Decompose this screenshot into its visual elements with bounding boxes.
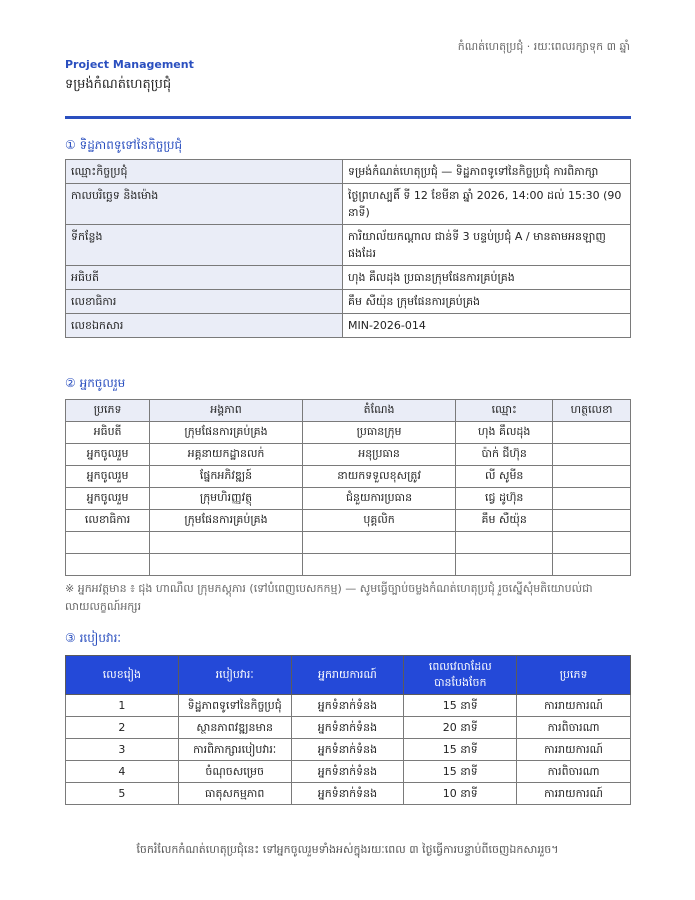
agenda-reporter-cell: អ្នកទំនាក់ទំនង [291,761,404,783]
overview-value: ទម្រង់កំណត់ហេតុប្រជុំ — ទិដ្ឋភាពទូទៅនៃកិច្ចប្រជុំ ការពិភាក្សា [343,160,631,184]
table-row [66,488,631,510]
agenda-item-cell: ចំណុចសម្រេច [178,761,291,783]
table-row [66,783,631,805]
overview-value: MIN-2026-014 [343,314,631,338]
page-title: ទម្រង់កំណត់ហេតុប្រជុំ [65,77,172,92]
column-header: តំណែង [302,400,455,422]
absentee-remark: ※ អ្នកអវត្តមាន ៖ ជុង ហាណឺល ក្រុមភស្តុភារ (ទៅបំពេញបេសកកម្ម) — សូមធ្វើច្បាប់ចម្លងកំណត់ហេតុប្រជុំ រួចស្នើសុំមតិយោបល់ជាលាយលក្ខណ៍អក្សរ [65,582,593,613]
attendee-type-cell: អ្នកចូលរួម [66,444,150,466]
agenda-number-cell: 1 [66,695,179,717]
overview-label: អធិបតី [66,266,343,290]
attendee-position-cell [302,532,455,554]
agenda-item-cell: ការពិភាក្សារបៀបវារៈ [178,739,291,761]
attendee-name-cell: ប៉ាក់ ជីហ៊ុន [456,444,553,466]
meeting-overview-table [65,159,631,338]
attendee-position-cell: ប្រធានក្រុម [302,422,455,444]
attendee-unit-cell [150,554,303,576]
attendee-position-cell: ជំនួយការប្រធាន [302,488,455,510]
column-header: អ្នករាយការណ៍ [291,656,404,695]
attendee-name-cell [456,554,553,576]
attendee-signature-cell [553,466,631,488]
table-row [66,266,631,290]
table-row [66,160,631,184]
table-row [66,695,631,717]
table-row [66,510,631,532]
table-row [66,184,631,225]
section-overview-heading: ① ទិដ្ឋភាពទូទៅនៃកិច្ចប្រជុំ [65,138,183,152]
agenda-item-cell: ស្ថានភាពវឌ្ឍនមាន [178,717,291,739]
overview-label: កាលបរិច្ឆេទ និងម៉ោង [66,184,343,225]
agenda-time-cell: 15 នាទី [404,739,517,761]
header-divider [65,116,631,119]
agenda-reporter-cell: អ្នកទំនាក់ទំនង [291,783,404,805]
table-header-row [66,400,631,422]
attendee-unit-cell [150,532,303,554]
column-header: របៀបវារៈ [178,656,291,695]
attendee-name-cell: គឹម សឺយ៉ុន [456,510,553,532]
attendee-signature-cell [553,422,631,444]
overview-label: ឈ្មោះកិច្ចប្រជុំ [66,160,343,184]
overview-value: ការិយាល័យកណ្តាល ជាន់ទី 3 បន្ទប់ប្រជុំ A / មានតាមអនឡាញផងដែរ [343,225,631,266]
agenda-number-cell: 2 [66,717,179,739]
agenda-type-cell: ការរាយការណ៍ [517,739,631,761]
attendee-signature-cell [553,510,631,532]
table-row [66,717,631,739]
attendee-type-cell: អ្នកចូលរួម [66,488,150,510]
column-header: ហត្ថលេខា [553,400,631,422]
table-row [66,444,631,466]
attendee-signature-cell [553,488,631,510]
attendee-signature-cell [553,444,631,466]
table-row [66,225,631,266]
attendee-type-cell [66,532,150,554]
attendee-name-cell: ហុង គឹលដុង [456,422,553,444]
agenda-time-cell: 20 នាទី [404,717,517,739]
agenda-type-cell: ការរាយការណ៍ [517,695,631,717]
brand-label: Project Management [65,58,194,71]
attendee-unit-cell: ក្រុមហិរញ្ញវត្ថុ [150,488,303,510]
attendee-position-cell [302,554,455,576]
attendee-name-cell [456,532,553,554]
distribution-footer: ចែករំលែកកំណត់ហេតុប្រជុំនេះ ទៅអ្នកចូលរួមទាំងអស់ក្នុងរយៈពេល ៣ ថ្ងៃធ្វើការបន្ទាប់ពីចេញឯកសាររួច។ [136,843,559,856]
agenda-type-cell: ការរាយការណ៍ [517,783,631,805]
agenda-table [65,655,631,805]
agenda-time-cell: 15 នាទី [404,761,517,783]
attendees-table [65,399,631,576]
attendee-signature-cell [553,554,631,576]
attendee-unit-cell: ក្រុមផែនការគ្រប់គ្រង [150,422,303,444]
column-header: ឈ្មោះ [456,400,553,422]
column-header: ប្រភេទ [517,656,631,695]
attendee-signature-cell [553,532,631,554]
attendee-type-cell [66,554,150,576]
attendee-type-cell: អ្នកចូលរួម [66,466,150,488]
agenda-time-cell: 10 នាទី [404,783,517,805]
column-header: ប្រភេទ [66,400,150,422]
agenda-item-cell: ទិដ្ឋភាពទូទៅនៃកិច្ចប្រជុំ [178,695,291,717]
table-row [66,532,631,554]
agenda-type-cell: ការពិចារណា [517,717,631,739]
agenda-item-cell: ធាតុសកម្មភាព [178,783,291,805]
attendee-position-cell: អនុប្រធាន [302,444,455,466]
attendee-name-cell: ជ្វេ ដូហ៊ុន [456,488,553,510]
attendee-unit-cell: អគ្គនាយកដ្ឋានលក់ [150,444,303,466]
attendee-position-cell: នាយកទទួលខុសត្រូវ [302,466,455,488]
section-attendees-heading: ② អ្នកចូលរួម [65,376,126,390]
overview-label: លេខឯកសារ [66,314,343,338]
agenda-reporter-cell: អ្នកទំនាក់ទំនង [291,717,404,739]
agenda-number-cell: 4 [66,761,179,783]
agenda-number-cell: 3 [66,739,179,761]
table-row [66,739,631,761]
overview-value: ហុង គឹលដុង ប្រធានក្រុមផែនការគ្រប់គ្រង [343,266,631,290]
attendee-type-cell: អធិបតី [66,422,150,444]
overview-label: ទីកន្លែង [66,225,343,266]
table-row [66,290,631,314]
overview-label: លេខាធិការ [66,290,343,314]
attendee-type-cell: លេខាធិការ [66,510,150,532]
table-header-row [66,656,631,695]
retention-note: កំណត់ហេតុប្រជុំ · រយៈពេលរក្សាទុក ៣ ឆ្នាំ [457,40,630,53]
attendee-unit-cell: ផ្នែកអភិវឌ្ឍន៍ [150,466,303,488]
agenda-time-cell: 15 នាទី [404,695,517,717]
attendee-name-cell: លី សូមីន [456,466,553,488]
overview-value: គឹម សឺយ៉ុន ក្រុមផែនការគ្រប់គ្រង [343,290,631,314]
agenda-reporter-cell: អ្នកទំនាក់ទំនង [291,739,404,761]
table-row [66,761,631,783]
column-header: អង្គភាព [150,400,303,422]
column-header: លេខរៀង [66,656,179,695]
table-row [66,422,631,444]
agenda-type-cell: ការពិចារណា [517,761,631,783]
table-row [66,314,631,338]
column-header: ពេលវេលាដែលបានបែងចែក [404,656,517,695]
section-agenda-heading: ③ របៀបវារៈ [65,631,122,645]
table-row [66,466,631,488]
agenda-number-cell: 5 [66,783,179,805]
agenda-reporter-cell: អ្នកទំនាក់ទំនង [291,695,404,717]
overview-value: ថ្ងៃព្រហស្បតិ៍ ទី 12 ខែមីនា ឆ្នាំ 2026, 14:00 ដល់ 15:30 (90 នាទី) [343,184,631,225]
attendee-unit-cell: ក្រុមផែនការគ្រប់គ្រង [150,510,303,532]
attendee-position-cell: បុគ្គលិក [302,510,455,532]
table-row [66,554,631,576]
